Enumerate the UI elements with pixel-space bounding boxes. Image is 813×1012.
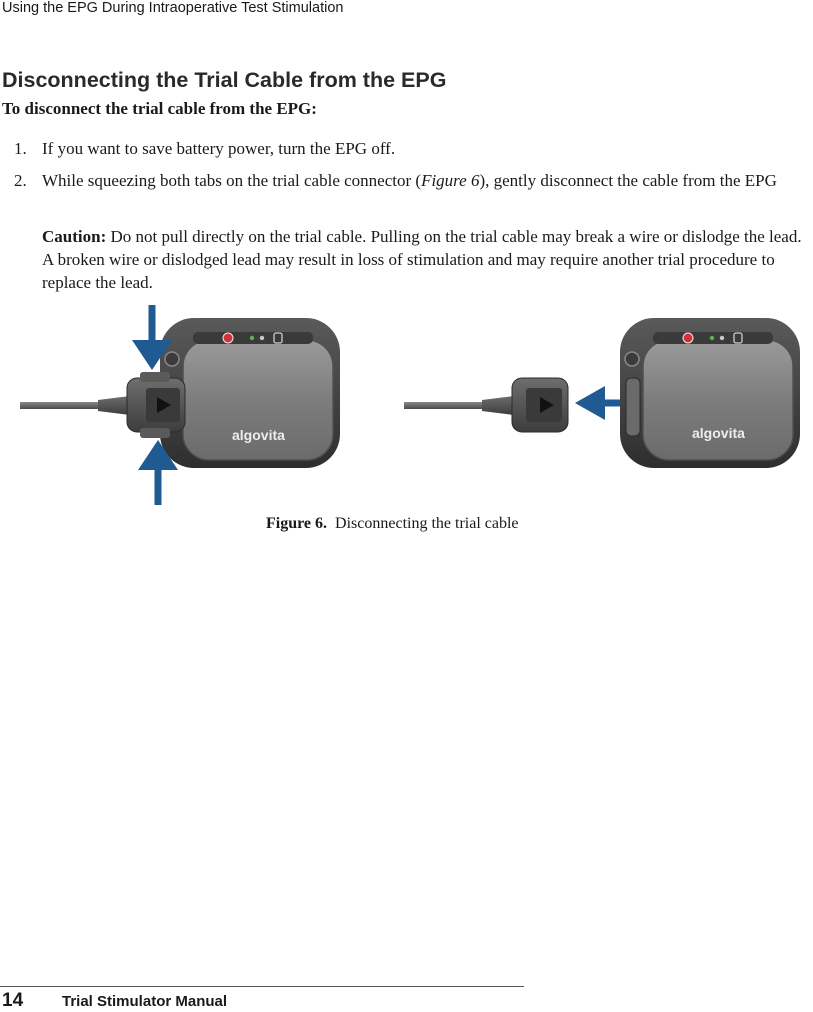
step-text: While squeezing both tabs on the trial cable connector (Figure 6), gently disconnect the cable from the EPG — [42, 171, 777, 190]
status-led-icon — [720, 336, 724, 340]
cable-strain-relief — [98, 396, 130, 415]
section-title: Disconnecting the Trial Cable from the EPG — [2, 68, 447, 92]
power-button-icon — [223, 333, 233, 343]
trial-cable — [20, 402, 100, 409]
status-led-icon — [710, 336, 714, 340]
caution-text: Do not pull directly on the trial cable. Pulling on the trial cable may break a wire or dislodge the lead. A broken wire or dislodged lead may result in loss of stimulation and may require another trial procedure to replace the lead. — [42, 227, 802, 292]
manual-title: Trial Stimulator Manual — [62, 993, 228, 1010]
figure-reference: Figure 6 — [421, 171, 480, 190]
status-led-icon — [250, 336, 254, 340]
brand-logo: algovita — [692, 425, 745, 441]
connector-tab-top — [140, 372, 170, 382]
step-number: 2. — [14, 171, 27, 190]
lead-port-icon — [165, 352, 179, 366]
figure-caption — [266, 515, 519, 533]
figure-caption-text: Disconnecting the trial cable — [335, 515, 519, 532]
step-text: If you want to save battery power, turn the EPG off. — [42, 139, 396, 158]
epg-connected — [20, 305, 340, 505]
running-header: Using the EPG During Intraoperative Test Stimulation — [2, 0, 344, 16]
footer-divider — [0, 986, 524, 987]
power-button-icon — [683, 333, 693, 343]
trial-cable — [404, 402, 484, 409]
caution-note — [42, 225, 813, 294]
figure-6 — [0, 300, 813, 515]
cable-strain-relief — [482, 396, 514, 415]
lead-port-icon — [625, 352, 639, 366]
caution-label: Caution: — [42, 227, 107, 246]
epg-device-face — [643, 340, 793, 460]
figure-label: Figure 6. — [266, 515, 328, 532]
connector-port — [626, 378, 640, 436]
brand-logo: algovita — [232, 427, 285, 443]
figure-illustration — [0, 300, 813, 515]
connector-tab-bottom — [140, 428, 170, 438]
step-number: 1. — [14, 139, 27, 158]
pull-arrow-left-icon — [575, 386, 605, 420]
page-number: 14 — [2, 990, 24, 1011]
procedure-intro: To disconnect the trial cable from the EPG: — [2, 99, 317, 118]
status-led-icon — [260, 336, 264, 340]
epg-disconnected — [404, 318, 800, 468]
